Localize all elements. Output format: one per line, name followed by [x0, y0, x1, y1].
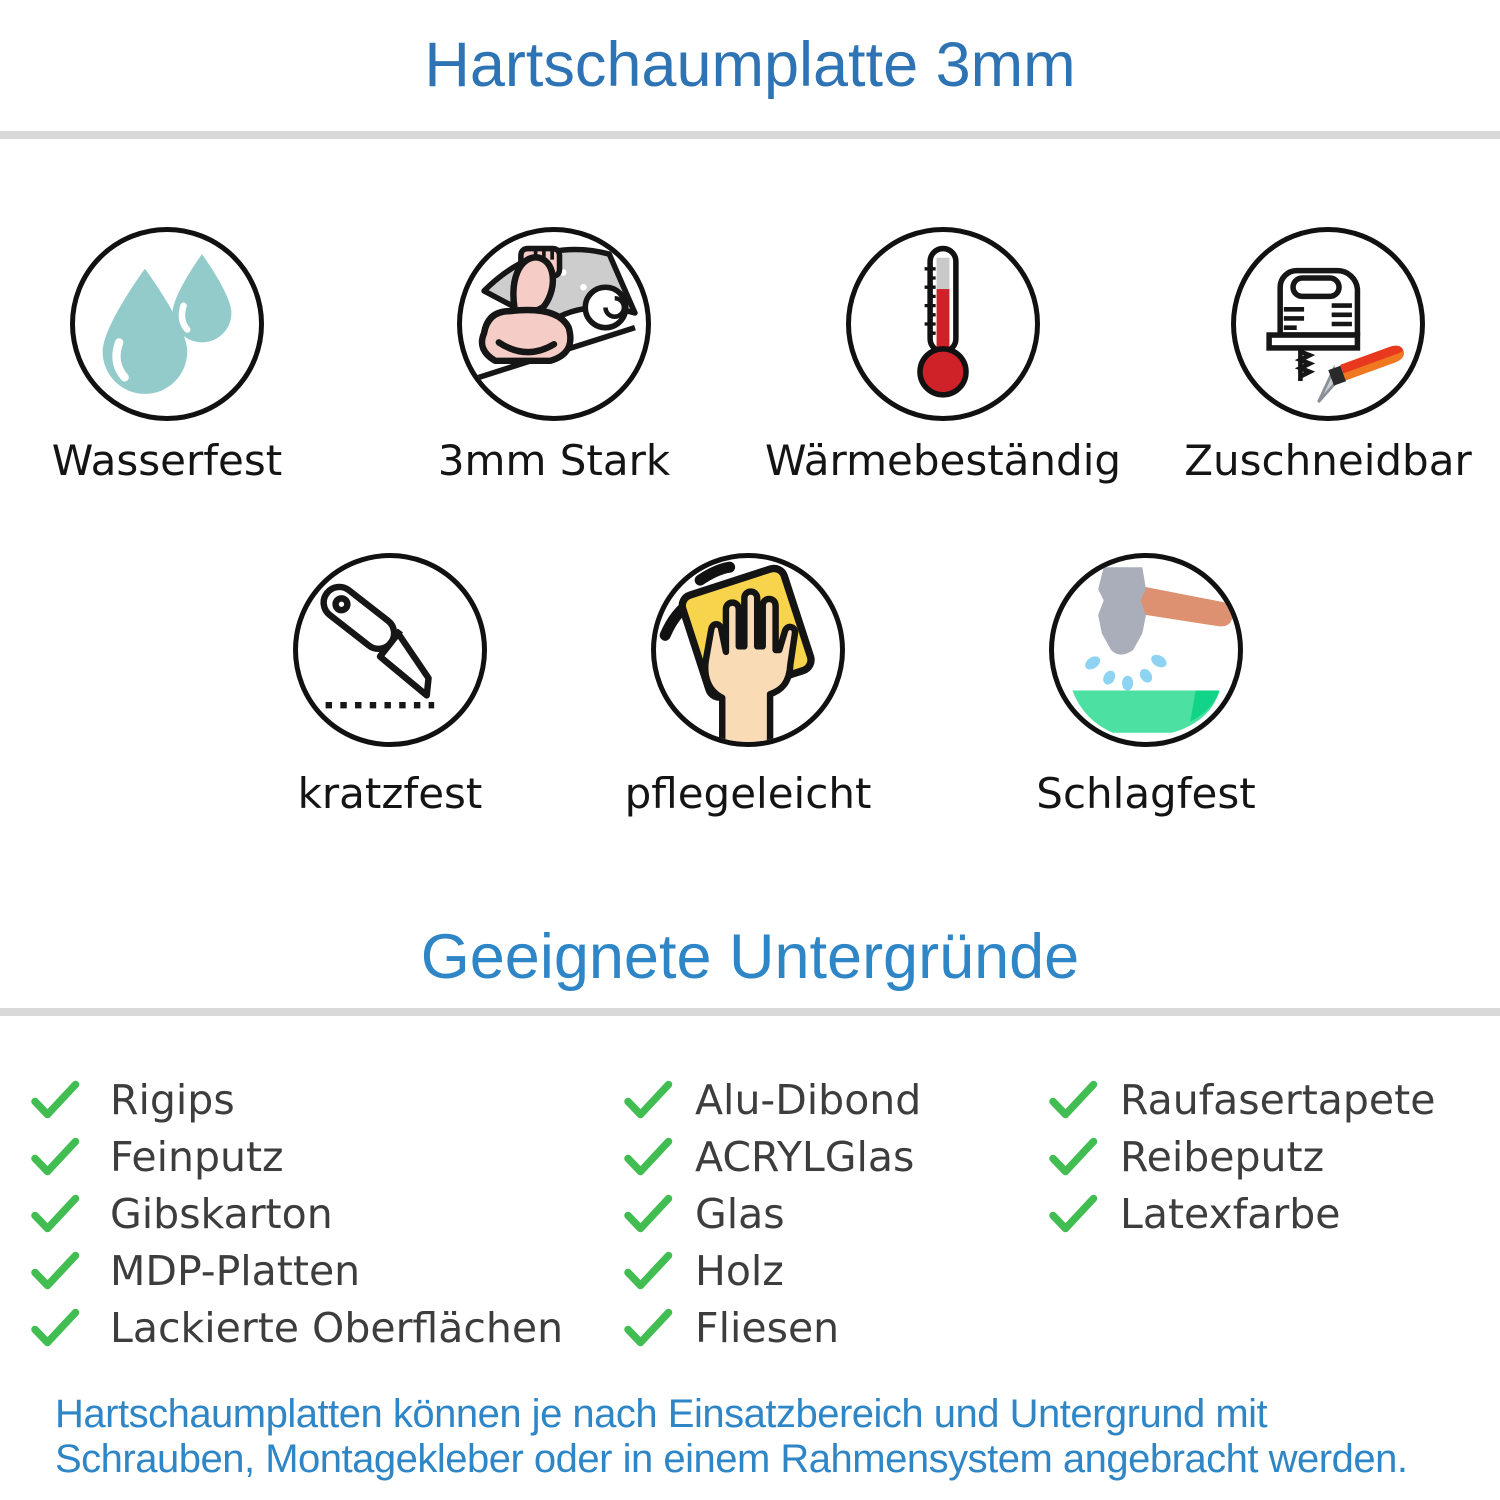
list-item-label: Fliesen [695, 1303, 840, 1352]
checkmark-icon [30, 1194, 80, 1234]
checkmark-icon [1048, 1080, 1098, 1120]
list-item-label: Latexfarbe [1120, 1189, 1341, 1238]
checkmark-icon [623, 1194, 673, 1234]
footer-note-line1: Hartschaumplatten können je nach Einsatzbereich und Untergrund mit [55, 1392, 1268, 1436]
page-title: Hartschaumplatte 3mm [424, 30, 1076, 100]
water-drops-icon [70, 227, 264, 421]
list-item [623, 1242, 921, 1299]
hammer-icon [1049, 553, 1243, 747]
list-item-label: Alu-Dibond [695, 1075, 922, 1124]
feature-zuschneidbar [1138, 227, 1500, 484]
checkmark-icon [623, 1251, 673, 1291]
list-item-label: Raufasertapete [1120, 1075, 1436, 1124]
list-item [623, 1299, 921, 1356]
list-item-label: Lackierte Oberflächen [110, 1303, 564, 1352]
checkmark-icon [623, 1080, 673, 1120]
list-item [1048, 1128, 1435, 1185]
feature-label: kratzfest [297, 769, 483, 818]
utility-knife-icon [293, 553, 487, 747]
checkmark-icon [30, 1308, 80, 1348]
list-item [30, 1185, 563, 1242]
list-item [30, 1128, 563, 1185]
footer-note-line2: Schrauben, Montagekleber oder in einem Rahmensystem angebracht werden. [55, 1437, 1408, 1481]
feature-label: Schlagfest [1036, 769, 1256, 818]
feature-pflegeleicht [558, 553, 938, 817]
checkmark-icon [623, 1137, 673, 1177]
footer-note [55, 1392, 1407, 1482]
list-item-label: Holz [695, 1246, 784, 1295]
list-item-label: Glas [695, 1189, 785, 1238]
feature-label: Wasserfest [51, 436, 283, 485]
list-item-label: Gibskarton [110, 1189, 333, 1238]
feature-3mm-stark [364, 227, 744, 484]
list-item [623, 1071, 921, 1128]
substrates-column-2 [623, 1071, 921, 1356]
checkmark-icon [1048, 1137, 1098, 1177]
checkmark-icon [30, 1137, 80, 1177]
feature-label: pflegeleicht [624, 769, 872, 818]
feature-waermebestaendig [753, 227, 1133, 484]
checkmark-icon [30, 1080, 80, 1120]
feature-schlagfest [956, 553, 1336, 817]
list-item [623, 1128, 921, 1185]
checkmark-icon [1048, 1194, 1098, 1234]
feature-label: Wärmebeständig [764, 436, 1122, 485]
list-item [30, 1242, 563, 1299]
wiping-hand-icon [651, 553, 845, 747]
list-item-label: MDP-Platten [110, 1246, 361, 1295]
checkmark-icon [623, 1308, 673, 1348]
section-title: Geeignete Untergründe [420, 922, 1080, 992]
list-item [30, 1071, 563, 1128]
list-item [30, 1299, 563, 1356]
feature-kratzfest [200, 553, 580, 817]
checkmark-icon [30, 1251, 80, 1291]
thermometer-icon [846, 227, 1040, 421]
list-item-label: ACRYLGlas [695, 1132, 915, 1181]
flexed-arm-roll-icon [457, 227, 651, 421]
list-item [1048, 1185, 1435, 1242]
list-item-label: Reibeputz [1120, 1132, 1325, 1181]
feature-label: 3mm Stark [437, 436, 671, 485]
divider [0, 131, 1500, 139]
list-item-label: Feinputz [110, 1132, 284, 1181]
list-item [623, 1185, 921, 1242]
list-item [1048, 1071, 1435, 1128]
feature-wasserfest [0, 227, 357, 484]
jigsaw-cutter-icon [1231, 227, 1425, 421]
feature-label: Zuschneidbar [1184, 436, 1472, 485]
list-item-label: Rigips [110, 1075, 235, 1124]
divider [0, 1008, 1500, 1016]
substrates-column-3 [1048, 1071, 1435, 1242]
substrates-column-1 [30, 1071, 563, 1356]
